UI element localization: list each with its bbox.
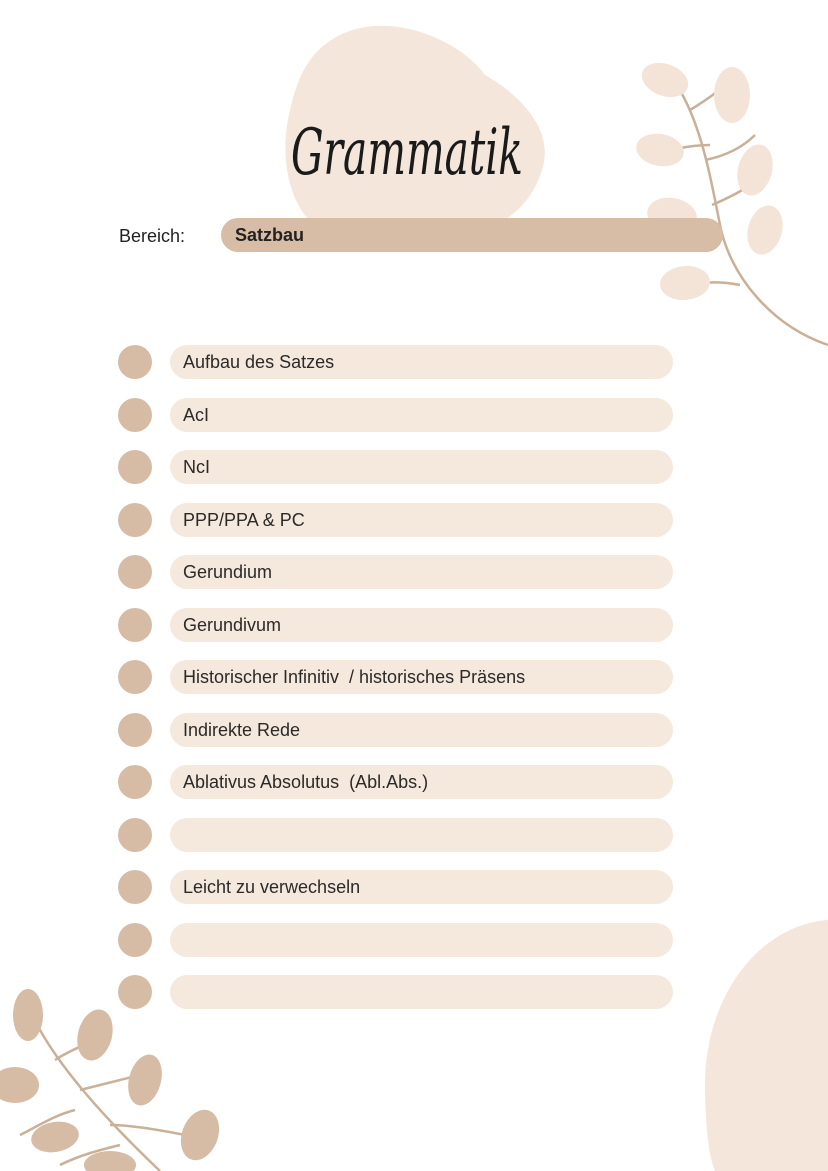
topic-field[interactable] — [170, 398, 673, 432]
topic-checkbox[interactable] — [118, 765, 152, 799]
topic-checkbox[interactable] — [118, 923, 152, 957]
topic-row — [118, 398, 678, 451]
topic-label: Indirekte Rede — [183, 719, 301, 740]
topic-field[interactable] — [170, 450, 673, 484]
topic-field[interactable] — [170, 765, 673, 799]
topic-label: Gerundium — [183, 562, 273, 582]
page-title-text: Grammatik — [291, 116, 523, 190]
topic-field[interactable] — [170, 818, 673, 852]
topic-checkbox[interactable] — [118, 608, 152, 642]
topic-label: Ablativus Absolutus (Abl.Abs.) — [183, 772, 429, 792]
topic-row — [118, 923, 678, 976]
topic-row — [118, 450, 678, 503]
topic-field[interactable] — [170, 345, 673, 379]
topic-row — [118, 503, 678, 556]
topic-field[interactable] — [170, 608, 673, 642]
topic-row — [118, 608, 678, 661]
bereich-label: Bereich: — [119, 226, 186, 246]
topic-checkbox[interactable] — [118, 345, 152, 379]
topic-checkbox[interactable] — [118, 870, 152, 904]
topic-row — [118, 870, 678, 923]
topic-label: Historischer Infinitiv / historisches Präsens — [183, 667, 526, 687]
topic-field[interactable] — [170, 503, 673, 537]
topic-checkbox[interactable] — [118, 555, 152, 589]
topic-row — [118, 765, 678, 818]
topic-field[interactable] — [170, 713, 673, 747]
topic-label: Gerundivum — [183, 614, 282, 635]
topic-label: Aufbau des Satzes — [183, 352, 335, 372]
topic-label: AcI — [183, 404, 210, 425]
topic-checkbox[interactable] — [118, 713, 152, 747]
topic-label: Leicht zu verwechseln — [183, 877, 361, 897]
topic-row — [118, 660, 678, 713]
topic-row — [118, 818, 678, 871]
bereich-field[interactable] — [221, 218, 723, 252]
topic-row — [118, 345, 678, 398]
topic-row — [118, 975, 678, 1028]
bereich-value: Satzbau — [235, 225, 305, 245]
topic-field[interactable] — [170, 660, 673, 694]
topic-label: NcI — [183, 457, 210, 477]
topic-field[interactable] — [170, 870, 673, 904]
topic-field[interactable] — [170, 555, 673, 589]
topic-field[interactable] — [170, 923, 673, 957]
topic-checkbox[interactable] — [118, 818, 152, 852]
topic-checkbox[interactable] — [118, 398, 152, 432]
topic-checkbox[interactable] — [118, 975, 152, 1009]
topic-checkbox[interactable] — [118, 450, 152, 484]
topic-checkbox[interactable] — [118, 503, 152, 537]
topic-row — [118, 713, 678, 766]
topic-list — [118, 345, 678, 1028]
topic-row — [118, 555, 678, 608]
page-title — [283, 82, 533, 202]
topic-field[interactable] — [170, 975, 673, 1009]
topic-label: PPP/PPA & PC — [183, 509, 305, 530]
blob-bottom-right-decoration — [700, 915, 828, 1171]
leaf-branch-top-right — [630, 55, 828, 355]
topic-checkbox[interactable] — [118, 660, 152, 694]
